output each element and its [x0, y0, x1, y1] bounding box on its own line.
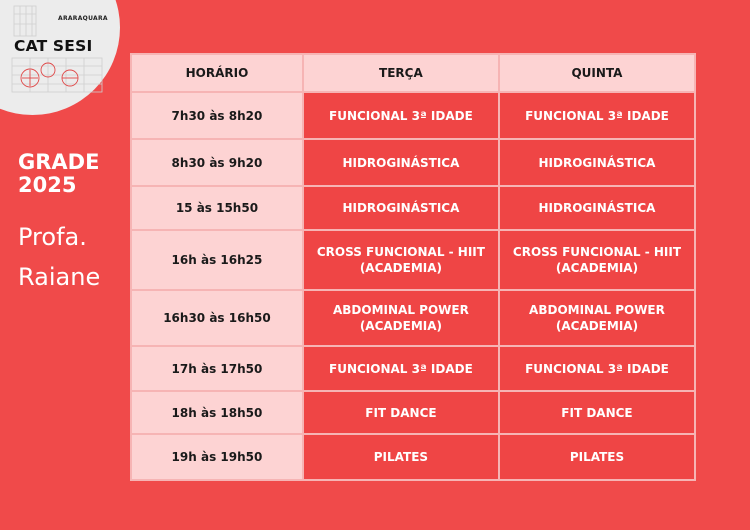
time-cell: 18h às 18h50	[131, 391, 303, 434]
table-row	[131, 290, 695, 346]
class-cell-terca: FIT DANCE	[303, 391, 499, 434]
header-horario: HORÁRIO	[131, 54, 303, 92]
time-cell: 7h30 às 8h20	[131, 92, 303, 139]
class-cell-terca: PILATES	[303, 434, 499, 480]
title-line-1: GRADE	[18, 150, 100, 174]
time-cell: 15 às 15h50	[131, 186, 303, 230]
class-cell-terca: HIDROGINÁSTICA	[303, 186, 499, 230]
header-quinta: QUINTA	[499, 54, 695, 92]
class-cell-terca: ABDOMINAL POWER (ACADEMIA)	[303, 290, 499, 346]
time-cell: 17h às 17h50	[131, 346, 303, 391]
class-cell-quinta: CROSS FUNCIONAL - HIIT (ACADEMIA)	[499, 230, 695, 290]
instructor-name	[18, 217, 100, 297]
table-row	[131, 434, 695, 480]
class-cell-terca: HIDROGINÁSTICA	[303, 139, 499, 186]
logo-city: ARARAQUARA	[58, 15, 108, 22]
logo-name: CAT SESI	[14, 37, 93, 55]
header-terca: TERÇA	[303, 54, 499, 92]
table-row	[131, 139, 695, 186]
table-row	[131, 346, 695, 391]
class-cell-quinta: HIDROGINÁSTICA	[499, 186, 695, 230]
instructor-line-2: Raiane	[18, 263, 101, 291]
class-cell-terca: CROSS FUNCIONAL - HIIT (ACADEMIA)	[303, 230, 499, 290]
table-row	[131, 391, 695, 434]
class-cell-quinta: ABDOMINAL POWER (ACADEMIA)	[499, 290, 695, 346]
table-row	[131, 230, 695, 290]
instructor-line-1: Profa.	[18, 223, 87, 251]
class-cell-terca: FUNCIONAL 3ª IDADE	[303, 346, 499, 391]
time-cell: 19h às 19h50	[131, 434, 303, 480]
table-row	[131, 92, 695, 139]
class-cell-quinta: PILATES	[499, 434, 695, 480]
class-cell-quinta: HIDROGINÁSTICA	[499, 139, 695, 186]
class-cell-terca: FUNCIONAL 3ª IDADE	[303, 92, 499, 139]
schedule-table	[130, 53, 696, 481]
time-cell: 16h30 às 16h50	[131, 290, 303, 346]
class-cell-quinta: FUNCIONAL 3ª IDADE	[499, 92, 695, 139]
title-line-2: 2025	[18, 173, 77, 197]
class-cell-quinta: FUNCIONAL 3ª IDADE	[499, 346, 695, 391]
time-cell: 8h30 às 9h20	[131, 139, 303, 186]
class-cell-quinta: FIT DANCE	[499, 391, 695, 434]
page-title	[18, 151, 99, 197]
table-row	[131, 186, 695, 230]
time-cell: 16h às 16h25	[131, 230, 303, 290]
table-header-row	[131, 54, 695, 92]
